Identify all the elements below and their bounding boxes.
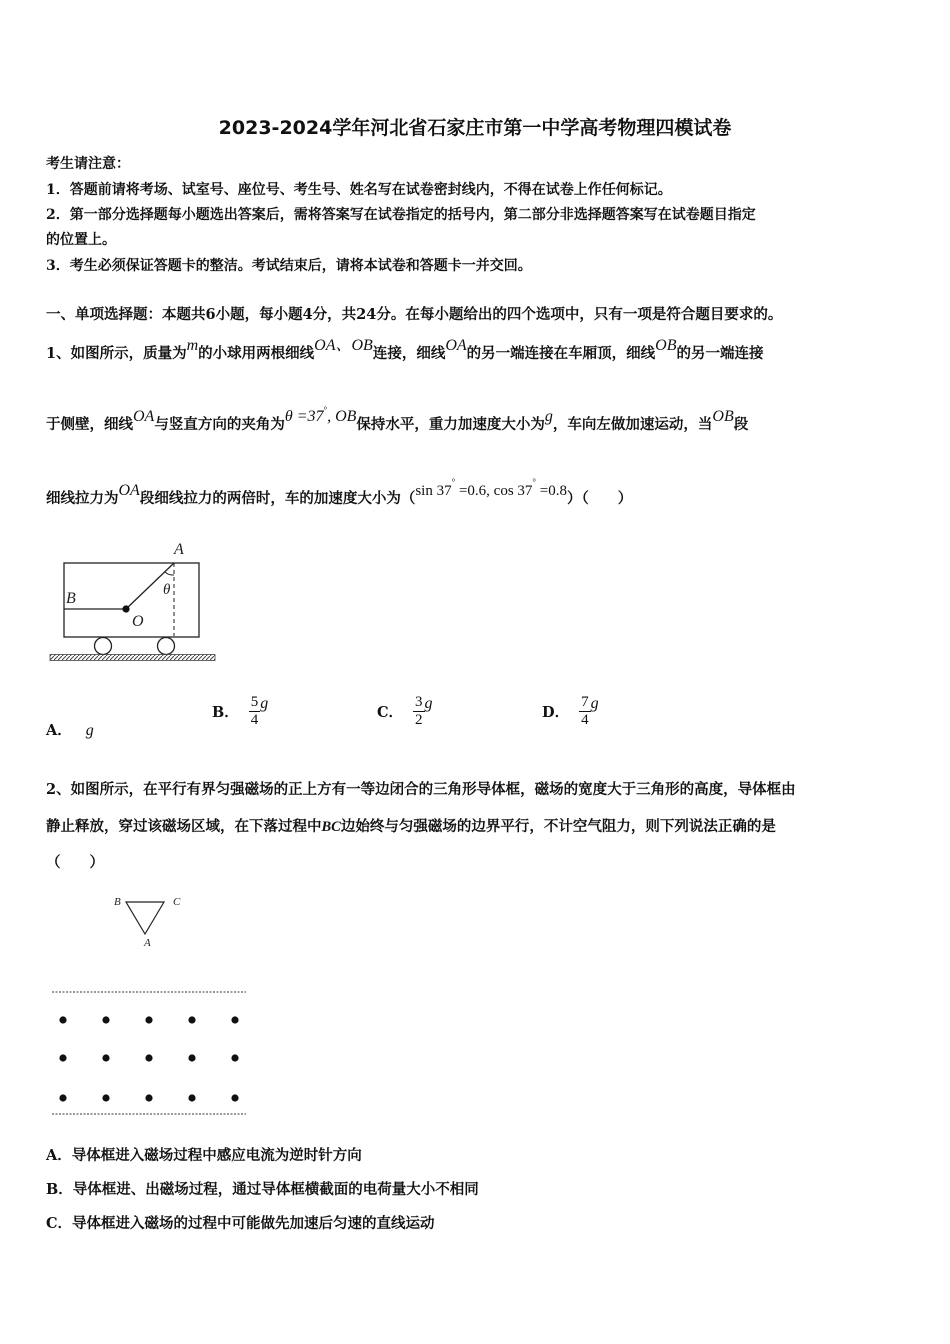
label-c: C bbox=[173, 896, 181, 908]
field-dot bbox=[231, 1054, 238, 1061]
notice-item-3: 3．考生必须保证答题卡的整洁。考试结束后，请将本试卷和答题卡一并交回。 bbox=[46, 258, 532, 274]
q2-line-2: 静止释放，穿过该磁场区域，在下落过程中BC边始终与匀强磁场的边界平行，不计空气阻力，则下列说法正确的是 bbox=[46, 818, 776, 835]
field-dot bbox=[145, 1054, 152, 1061]
label-o: O bbox=[132, 613, 144, 630]
field-dot bbox=[145, 1016, 152, 1023]
notice-item-1: 1．答题前请将考场、试室号、座位号、考生号、姓名写在试卷密封线内，不得在试卷上作任何标记。 bbox=[46, 182, 672, 198]
label-b: B bbox=[66, 590, 76, 607]
field-dot bbox=[102, 1094, 109, 1101]
q1-car-figure bbox=[46, 536, 226, 666]
angle-arc bbox=[165, 572, 174, 575]
field-dot bbox=[231, 1094, 238, 1101]
q1-option-c[interactable]: C． $\frac{3}{2}$ g bbox=[377, 694, 433, 728]
q1-option-d[interactable]: D． $\frac{7}{4}$ g bbox=[542, 694, 599, 728]
q2-option-c[interactable]: C．导体框进入磁场的过程中可能做先加速后匀速的直线运动 bbox=[46, 1215, 435, 1232]
field-dot bbox=[59, 1054, 66, 1061]
q2-line-1: 2、如图所示，在平行有界匀强磁场的正上方有一等边闭合的三角形导体框，磁场的宽度大于三角形的高度，导体框由 bbox=[46, 781, 796, 798]
q1-mass-symbol: m bbox=[186, 337, 199, 354]
field-dot bbox=[188, 1054, 195, 1061]
field-dot bbox=[102, 1016, 109, 1023]
label-a: A bbox=[174, 541, 184, 558]
field-dot bbox=[188, 1016, 195, 1023]
triangle-frame bbox=[126, 902, 164, 934]
field-dot bbox=[231, 1016, 238, 1023]
label-a: A bbox=[144, 937, 151, 949]
q1-line-3: 细线拉力为OA段细线拉力的两倍时，车的加速度大小为（sin 37° =0.6, cos 37° =0.8）（ ） bbox=[46, 477, 633, 507]
q1-option-b[interactable]: B． $\frac{5}{4}$ g bbox=[212, 694, 269, 728]
field-dot bbox=[59, 1094, 66, 1101]
notice-heading: 考生请注意： bbox=[46, 156, 130, 172]
field-dot bbox=[102, 1054, 109, 1061]
notice-item-2-line2: 的位置上。 bbox=[46, 232, 116, 248]
q2-line-3: （ ） bbox=[46, 854, 104, 871]
ball bbox=[122, 605, 129, 612]
label-theta: θ bbox=[163, 582, 171, 598]
q2-field-figure bbox=[46, 890, 256, 1122]
q1-line-1: 1、如图所示，质量为m的小球用两根细线OA、OB连接，细线OA的另一端连接在车厢顶，细线OB的另一端连接 bbox=[46, 337, 764, 362]
q2-option-a[interactable]: A．导体框进入磁场过程中感应电流为逆时针方向 bbox=[46, 1147, 362, 1164]
q1-line-2: 于侧壁，细线OA与竖直方向的夹角为θ =37°, OB保持水平，重力加速度大小为g，车向左做加速运动，当OB段 bbox=[46, 405, 749, 433]
field-dot bbox=[188, 1094, 195, 1101]
field-dot bbox=[145, 1094, 152, 1101]
field-dots bbox=[59, 1016, 238, 1101]
ground bbox=[50, 655, 215, 661]
q1-option-a[interactable]: A． g bbox=[46, 722, 94, 739]
notice-item-2-line1: 2．第一部分选择题每小题选出答案后，需将答案写在试卷指定的括号内，第二部分非选择题答案写在试卷题目指定 bbox=[46, 207, 756, 223]
section-heading: 一、单项选择题：本题共6小题，每小题4分，共24分。在每小题给出的四个选项中，只有一项是符合题目要求的。 bbox=[46, 306, 783, 323]
q2-option-b[interactable]: B．导体框进、出磁场过程，通过导体框横截面的电荷量大小不相同 bbox=[46, 1181, 479, 1198]
wheel-right bbox=[158, 638, 175, 655]
wheel-left bbox=[95, 638, 112, 655]
field-dot bbox=[59, 1016, 66, 1023]
label-b: B bbox=[114, 896, 121, 908]
page-title: 2023-2024学年河北省石家庄市第一中学高考物理四模试卷 bbox=[218, 117, 732, 139]
